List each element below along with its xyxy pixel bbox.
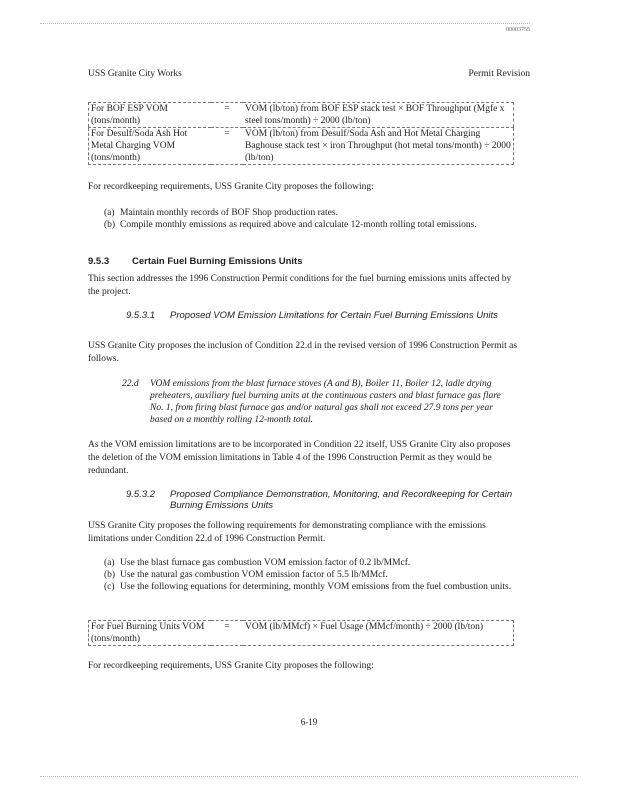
condition-intro: USS Granite City proposes the inclusion of Condition 22.d in the revised version of 1996 Construction Permit as follows. — [88, 341, 518, 364]
list-label: (a) — [104, 558, 115, 568]
list-item — [104, 219, 520, 231]
header-left: USS Granite City Works — [88, 69, 182, 79]
subsection-heading-1 — [126, 310, 520, 321]
list-item — [104, 569, 520, 581]
table-row — [89, 103, 514, 128]
list-label: (a) — [104, 208, 115, 218]
page-number: 6-19 — [300, 717, 318, 727]
compliance-list — [104, 557, 520, 593]
table-cell-label: For BOF ESP VOM (tons/month) — [91, 104, 168, 126]
recordkeeping-intro-2: For recordkeeping requirements, USS Granite City proposes the following: — [88, 661, 374, 671]
header-right: Permit Revision — [468, 69, 530, 79]
list-item — [104, 207, 520, 219]
bof-equation-table — [88, 102, 514, 165]
condition-number: 22.d — [122, 379, 139, 389]
recordkeeping-list-1 — [104, 207, 520, 231]
deletion-paragraph: As the VOM emission limitations are to be incorporated in Condition 22 itself, USS Granite City also proposes the deletion of the VOM emission limitations in Table 4 of the 1996 Construction Permit as they would be redundant. — [88, 440, 511, 476]
compliance-intro: USS Granite City proposes the following requirements for demonstrating compliance with the emissions limitations under Condition 22.d of 1996 Construction Permit. — [88, 521, 486, 544]
section-number: 9.5.3 — [88, 256, 110, 267]
section-title: Certain Fuel Burning Emissions Units — [132, 256, 303, 267]
subsection-heading-2 — [126, 489, 520, 511]
section-intro: This section addresses the 1996 Construction Permit conditions for the fuel burning emissions units affected by the project. — [88, 274, 512, 297]
list-label: (b) — [104, 570, 116, 580]
condition-text: VOM emissions from the blast furnace stoves (A and B), Boiler 11, Boiler 12, ladle drying preheaters, auxiliary fuel burning units at the continuous casters and blast furnace gas flare No. 1, from firing blast furnace gas and/or natural gas shall not exceed 27.9 tons per year based on a monthly rolling 12-month total. — [150, 379, 501, 425]
subsection-number: 9.5.3.2 — [126, 489, 156, 500]
list-text: Use the natural gas combustion VOM emission factor of 5.5 lb/MMcf. — [120, 570, 388, 580]
table-cell-formula: VOM (lb/ton) from Desulf/Soda Ash and Hot Metal Charging Baghouse stack test × iron Throughput (hot metal tons/month) ÷ 2000 (lb/ton) — [243, 128, 514, 165]
list-item — [104, 581, 520, 593]
list-text: Compile monthly emissions as required above and calculate 12-month rolling total emissions. — [120, 220, 477, 230]
table-row — [89, 621, 514, 646]
table-cell-operator: = — [224, 622, 230, 632]
table-cell-label: For Fuel Burning Units VOM (tons/month) — [91, 622, 205, 644]
list-label: (b) — [104, 220, 116, 230]
table-cell-formula: VOM (lb/ton) from BOF ESP stack test × BOF Throughput (Mgfe x steel tons/month) ÷ 2000 (lb/ton) — [245, 104, 505, 126]
subsection-title: Proposed Compliance Demonstration, Monitoring, and Recordkeeping for Certain Burning Emissions Units — [170, 489, 513, 511]
condition-22d-quote — [122, 378, 514, 426]
list-text: Use the blast furnace gas combustion VOM emission factor of 0.2 lb/MMcf. — [120, 558, 411, 568]
subsection-title: Proposed VOM Emission Limitations for Certain Fuel Burning Emissions Units — [170, 310, 498, 321]
scan-artifact-top — [40, 23, 530, 24]
table-cell-formula: VOM (lb/MMcf) × Fuel Usage (MMcf/month) ÷ 2000 (lb/ton) — [245, 622, 484, 632]
table-row — [89, 128, 514, 165]
subsection-number: 9.5.3.1 — [126, 310, 156, 321]
list-item — [104, 557, 520, 569]
table-cell-operator: = — [224, 104, 230, 114]
list-text: Maintain monthly records of BOF Shop production rates. — [120, 208, 338, 218]
scan-artifact-bottom — [40, 776, 578, 777]
table-cell-label: For Desulf/Soda Ash Hot Metal Charging VOM (tons/month) — [89, 128, 212, 165]
recordkeeping-intro-1: For recordkeeping requirements, USS Granite City proposes the following: — [88, 182, 374, 192]
document-id: 00003755 — [506, 27, 530, 33]
list-label: (c) — [104, 582, 115, 592]
table-cell-operator: = — [211, 128, 243, 165]
list-text: Use the following equations for determining, monthly VOM emissions from the fuel combustion units. — [120, 582, 512, 592]
section-heading — [88, 256, 303, 267]
fuel-equation-table — [88, 620, 514, 646]
